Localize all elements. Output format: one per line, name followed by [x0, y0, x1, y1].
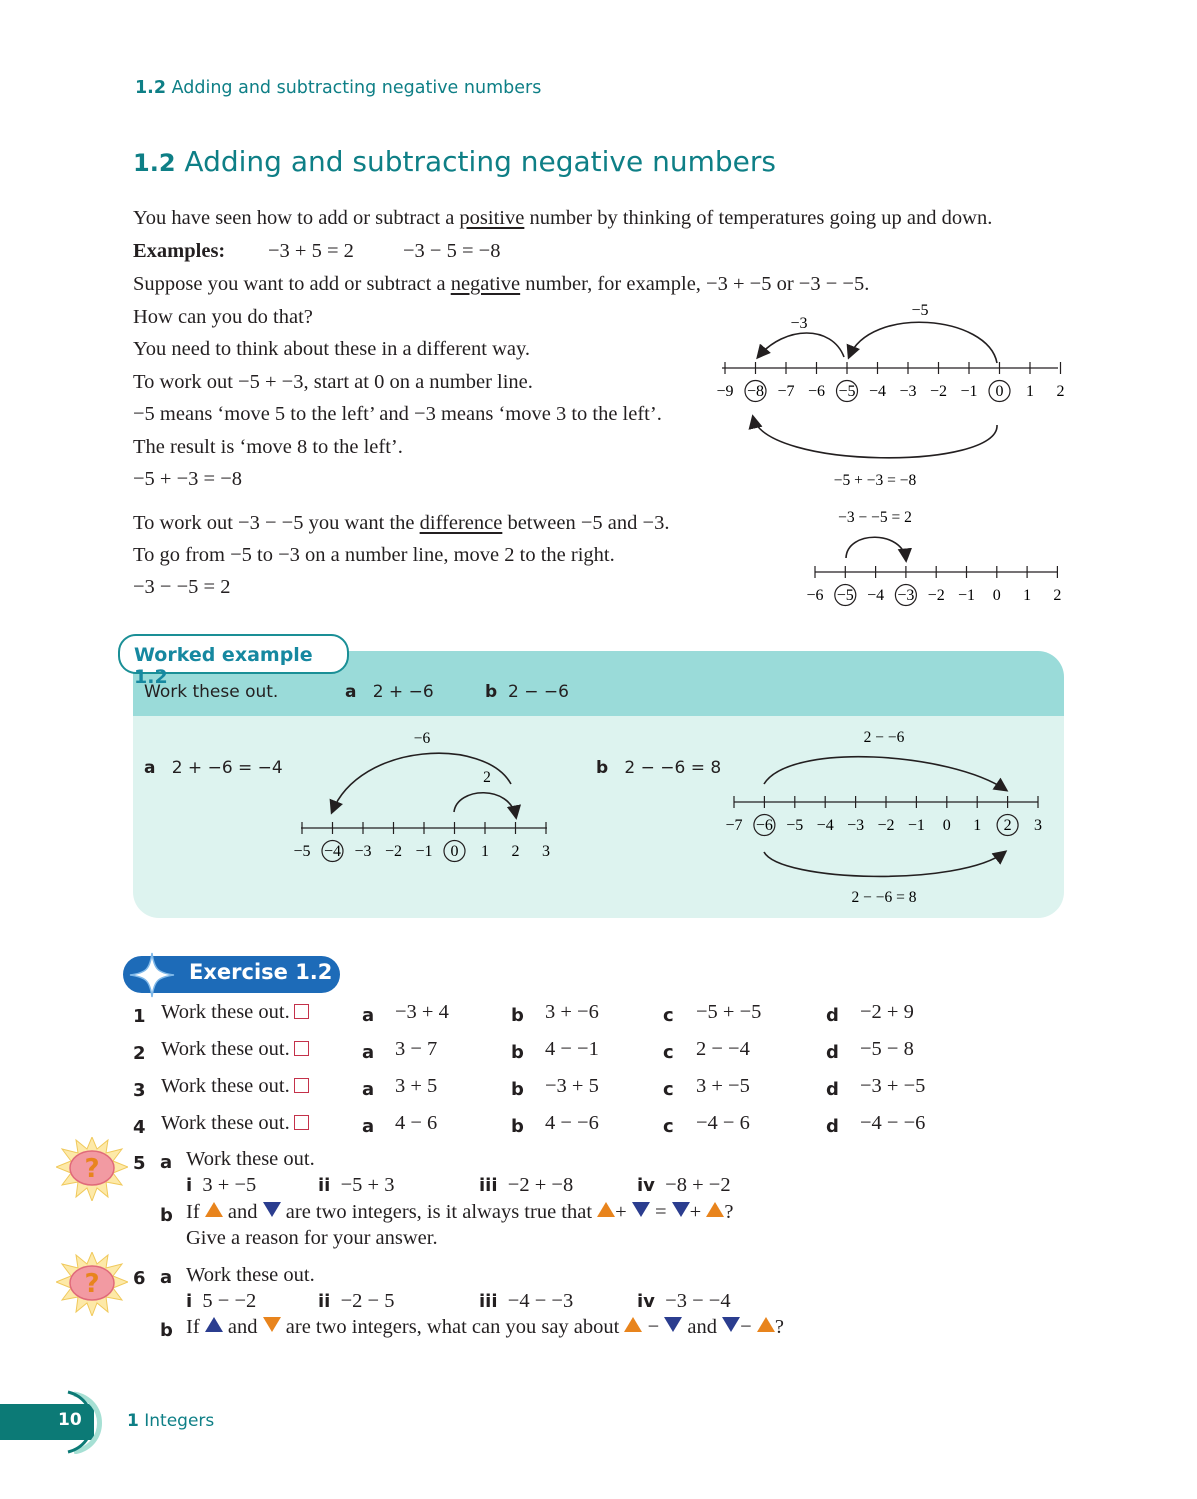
subpart-expression: 3 + −5 [202, 1174, 257, 1196]
tick-label: 2 [1003, 817, 1012, 834]
page-number: 10 [58, 1410, 82, 1430]
orange-up-triangle-icon [205, 1202, 223, 1217]
intro-text: To work out −3 − −5 you want the [133, 512, 420, 534]
tick-label: 0 [450, 843, 459, 860]
underlined-word-difference: difference [419, 512, 503, 534]
arc-arrow [846, 537, 906, 560]
tick-label: −4 [867, 587, 885, 604]
tick-label: 1 [1026, 383, 1034, 400]
subpart-expression: 5 − −2 [202, 1290, 257, 1312]
subpart-label: i [186, 1291, 193, 1312]
tick-label: −7 [725, 817, 743, 834]
question-number: 4 [133, 1117, 146, 1138]
arc-label: 2 − −6 [863, 729, 905, 746]
q6-b-text: If and are two integers, what can you say about − and − ? [186, 1316, 784, 1338]
intro-line-9: −5 + −3 = −8 [133, 468, 243, 490]
navy-down-triangle-icon [632, 1202, 650, 1217]
part-label: b [160, 1205, 173, 1226]
tick-label: 2 [1056, 383, 1065, 400]
text: are two integers, is it always true that [285, 1201, 593, 1223]
part-expression: 2 − −4 [696, 1038, 750, 1060]
checkbox-square-icon [294, 1041, 309, 1056]
tick-label: −6 [755, 817, 773, 834]
intro-text: Suppose you want to add or subtract a [133, 273, 451, 295]
tick-label: 1 [1023, 587, 1032, 604]
intro-line-6: To work out −5 + −3, start at 0 on a number line. [133, 371, 533, 393]
intro-line-4: How can you do that? [133, 306, 313, 328]
navy-down-triangle-icon [722, 1317, 740, 1332]
part-label: a [362, 1042, 375, 1063]
part-label: c [663, 1116, 674, 1137]
tick-label: −4 [816, 817, 834, 834]
number-line-diagram-2 [795, 500, 1075, 610]
running-header [135, 78, 541, 98]
worked-number-line-b [720, 722, 1060, 912]
text: are two integers, what can you say about [285, 1316, 620, 1338]
subpart-label: ii [318, 1291, 331, 1312]
subpart-expression: −3 − −4 [665, 1290, 731, 1312]
subpart-expression: −2 + −8 [507, 1174, 574, 1196]
underlined-word-negative: negative [450, 273, 521, 295]
question-prompt [161, 1038, 309, 1061]
checkbox-square-icon [294, 1115, 309, 1130]
part-label: a [160, 1267, 173, 1288]
diagram-caption: −3 − −5 = 2 [838, 509, 912, 526]
chapter-title: Integers [144, 1411, 215, 1431]
part-label: a [160, 1152, 173, 1173]
part-expression: 3 + −6 [545, 1001, 599, 1023]
intro-line-10 [133, 507, 669, 540]
subpart-label: i [186, 1175, 193, 1196]
worked-answer-a [144, 758, 283, 778]
tick-label: −5 [293, 843, 311, 860]
orange-down-triangle-icon [263, 1317, 281, 1332]
text: If [186, 1316, 200, 1338]
tick-label: −4 [868, 383, 887, 400]
example-2: −3 − 5 = −8 [403, 240, 501, 262]
prompt-text: Work these out. [161, 1112, 290, 1134]
subpart-label: ii [318, 1175, 331, 1196]
text: and [227, 1201, 258, 1223]
tick-label: −5 [838, 383, 856, 400]
worked-number-line-a [285, 722, 565, 872]
section-num: 1.2 [133, 149, 176, 177]
tick-label: −1 [907, 817, 925, 834]
q5-subpart-iv [637, 1174, 731, 1197]
intro-line-8: The result is ‘move 8 to the left’. [133, 436, 403, 458]
question-number-6: 6 [133, 1268, 146, 1289]
q6-a-text: Work these out. [186, 1264, 315, 1286]
part-label: b [160, 1320, 173, 1341]
part-label: c [663, 1042, 674, 1063]
tick-label: 0 [995, 383, 1004, 400]
tick-label: 0 [942, 817, 951, 834]
worked-answer-b [596, 758, 721, 778]
tick-label: −2 [384, 843, 403, 860]
tick-label: −6 [807, 383, 826, 400]
tick-label: −1 [957, 587, 976, 604]
part-expression: 3 + 5 [395, 1075, 438, 1097]
tick-label: −1 [960, 383, 978, 400]
subpart-expression: −4 − −3 [507, 1290, 574, 1312]
q5-subpart-ii [318, 1174, 394, 1197]
q6-subpart-i [186, 1290, 256, 1313]
running-header-num: 1.2 [135, 78, 167, 98]
part-label: b [511, 1079, 524, 1100]
tick-label: −5 [786, 817, 804, 834]
tick-label: −1 [415, 843, 433, 860]
subpart-expression: −8 + −2 [665, 1174, 731, 1196]
tick-label: 2 [511, 843, 520, 860]
tick-label: −2 [927, 587, 945, 604]
example-1: −3 + 5 = 2 [268, 240, 354, 262]
question-prompt [161, 1075, 309, 1098]
q5-b-reason: Give a reason for your answer. [186, 1227, 438, 1249]
part-expression: 3 − 7 [395, 1038, 438, 1060]
arc-arrow [764, 757, 1006, 790]
part-label: d [826, 1042, 839, 1063]
navy-up-triangle-icon [205, 1317, 223, 1332]
running-header-title: Adding and subtracting negative numbers [171, 78, 542, 98]
result-arrow [753, 417, 997, 458]
tick-label: −4 [323, 843, 342, 860]
text: If [186, 1201, 200, 1223]
checkbox-square-icon [294, 1004, 309, 1019]
subpart-label: iv [637, 1291, 655, 1312]
checkbox-square-icon [294, 1078, 309, 1093]
part-expression: −4 − −6 [860, 1112, 926, 1134]
question-number-5: 5 [133, 1153, 146, 1174]
question-prompt [161, 1112, 309, 1135]
part-label: c [663, 1005, 674, 1026]
arc-label: 2 − −6 = 8 [851, 889, 917, 906]
question-number: 2 [133, 1043, 146, 1064]
examples-label: Examples: [133, 240, 226, 262]
arc-label: −3 [790, 315, 808, 332]
chapter-number: 1 [127, 1411, 139, 1431]
intro-text: between −5 and −3. [502, 512, 670, 534]
q6-subpart-iii [479, 1290, 573, 1313]
examples-line [133, 235, 225, 268]
worked-question-a [345, 682, 434, 702]
q5-b-text: If and are two integers, is it always true that + = + ? [186, 1201, 734, 1223]
part-label: b [511, 1005, 524, 1026]
intro-line-1 [133, 202, 992, 235]
part-label: d [826, 1079, 839, 1100]
part-expression: −5 + −5 [696, 1001, 762, 1023]
part-label: a [144, 758, 156, 778]
tick-label: −2 [877, 817, 895, 834]
tick-label: −3 [899, 383, 917, 400]
part-label: d [826, 1116, 839, 1137]
prompt-text: Work these out. [161, 1075, 290, 1097]
tick-label: −3 [847, 817, 865, 834]
tick-label: −6 [806, 587, 824, 604]
navy-down-triangle-icon [672, 1202, 690, 1217]
part-expression: −3 + 5 [545, 1075, 599, 1097]
arc-arrow [849, 322, 997, 363]
part-label: a [362, 1116, 375, 1137]
subpart-label: iii [479, 1175, 498, 1196]
q5-subpart-iii [479, 1174, 573, 1197]
part-expression: −2 + 9 [860, 1001, 914, 1023]
text: ? [774, 1316, 784, 1338]
part-expression: −4 − 6 [696, 1112, 750, 1134]
tick-label: −7 [777, 383, 795, 400]
arc-arrow [758, 333, 844, 357]
part-expression: 4 − 6 [395, 1112, 438, 1134]
part-label: b [596, 758, 609, 778]
tick-label: −8 [746, 383, 765, 400]
tick-label: 3 [1034, 817, 1042, 834]
question-expression: 2 − −6 [507, 682, 569, 702]
navy-down-triangle-icon [263, 1202, 281, 1217]
answer-expression: 2 + −6 = −4 [171, 758, 283, 778]
arc-arrow [454, 793, 516, 817]
orange-up-triangle-icon [597, 1202, 615, 1217]
intro-line-11: To go from −5 to −3 on a number line, move 2 to the right. [133, 544, 615, 566]
intro-text: You have seen how to add or subtract a [133, 207, 460, 229]
part-expression: 4 − −1 [545, 1038, 599, 1060]
part-label: a [362, 1005, 375, 1026]
q6-subpart-iv [637, 1290, 731, 1313]
part-label: b [485, 682, 498, 702]
intro-text: number by thinking of temperatures going up and down. [524, 207, 993, 229]
prompt-text: Work these out. [161, 1038, 290, 1060]
question-number: 3 [133, 1080, 146, 1101]
subpart-expression: −2 − 5 [340, 1290, 395, 1312]
footer-chapter [127, 1411, 214, 1431]
question-number: 1 [133, 1006, 146, 1027]
tick-label: 1 [481, 843, 489, 860]
part-label: b [511, 1042, 524, 1063]
worked-example-tab: Worked example 1.2 [118, 634, 349, 674]
part-expression: 4 − −6 [545, 1112, 599, 1134]
part-label: d [826, 1005, 839, 1026]
navy-down-triangle-icon [664, 1317, 682, 1332]
tick-label: −9 [716, 383, 734, 400]
tick-label: 3 [542, 843, 550, 860]
worked-prompt: Work these out. [144, 682, 279, 702]
arc-label: −6 [413, 730, 431, 747]
subpart-expression: −5 + 3 [340, 1174, 395, 1196]
q5-subparts [186, 1174, 256, 1197]
intro-text: number, for example, −3 + −5 or −3 − −5. [520, 273, 870, 295]
sparkle-star-icon [128, 951, 176, 999]
tick-label: 1 [973, 817, 982, 834]
result-label: −5 + −3 = −8 [833, 472, 917, 489]
intro-line-12: −3 − −5 = 2 [133, 576, 231, 598]
orange-up-triangle-icon [757, 1317, 775, 1332]
part-expression: −5 − 8 [860, 1038, 914, 1060]
arc-label: −5 [911, 302, 929, 319]
prompt-text: Work these out. [161, 1001, 290, 1023]
section-title [133, 145, 776, 178]
part-label: b [511, 1116, 524, 1137]
part-label: a [362, 1079, 375, 1100]
text: and [687, 1316, 718, 1338]
tick-label: 2 [1053, 587, 1062, 604]
tick-label: −3 [897, 587, 915, 604]
part-label: c [663, 1079, 674, 1100]
underlined-word-positive: positive [459, 207, 525, 229]
tick-label: −2 [929, 383, 948, 400]
svg-text:?: ? [84, 1269, 100, 1299]
svg-text:?: ? [84, 1154, 100, 1184]
thinking-brain-icon [56, 1252, 128, 1316]
question-prompt [161, 1001, 309, 1024]
question-expression: 2 + −6 [372, 682, 434, 702]
thinking-brain-icon [56, 1137, 128, 1201]
orange-up-triangle-icon [624, 1317, 642, 1332]
intro-line-7: −5 means ‘move 5 to the left’ and −3 means ‘move 3 to the left’. [133, 403, 662, 425]
part-label: a [345, 682, 357, 702]
intro-line-5: You need to think about these in a different way. [133, 338, 531, 360]
q6-subpart-ii [318, 1290, 394, 1313]
q5-a-text: Work these out. [186, 1148, 315, 1170]
answer-expression: 2 − −6 = 8 [624, 758, 722, 778]
arc-label: 2 [483, 769, 491, 786]
exercise-title: Exercise 1.2 [189, 960, 333, 984]
subpart-label: iv [637, 1175, 655, 1196]
section-title-text: Adding and subtracting negative numbers [184, 145, 776, 178]
tick-label: 0 [992, 587, 1001, 604]
part-expression: −3 + 4 [395, 1001, 449, 1023]
tick-label: −5 [836, 587, 854, 604]
text: ? [724, 1201, 734, 1223]
text: and [227, 1316, 258, 1338]
subpart-label: iii [479, 1291, 498, 1312]
worked-question-b [485, 682, 569, 702]
arc-arrow [764, 852, 1005, 876]
orange-up-triangle-icon [706, 1202, 724, 1217]
tick-label: −3 [354, 843, 372, 860]
part-expression: −3 + −5 [860, 1075, 926, 1097]
number-line-diagram-1 [700, 295, 1080, 495]
part-expression: 3 + −5 [696, 1075, 750, 1097]
